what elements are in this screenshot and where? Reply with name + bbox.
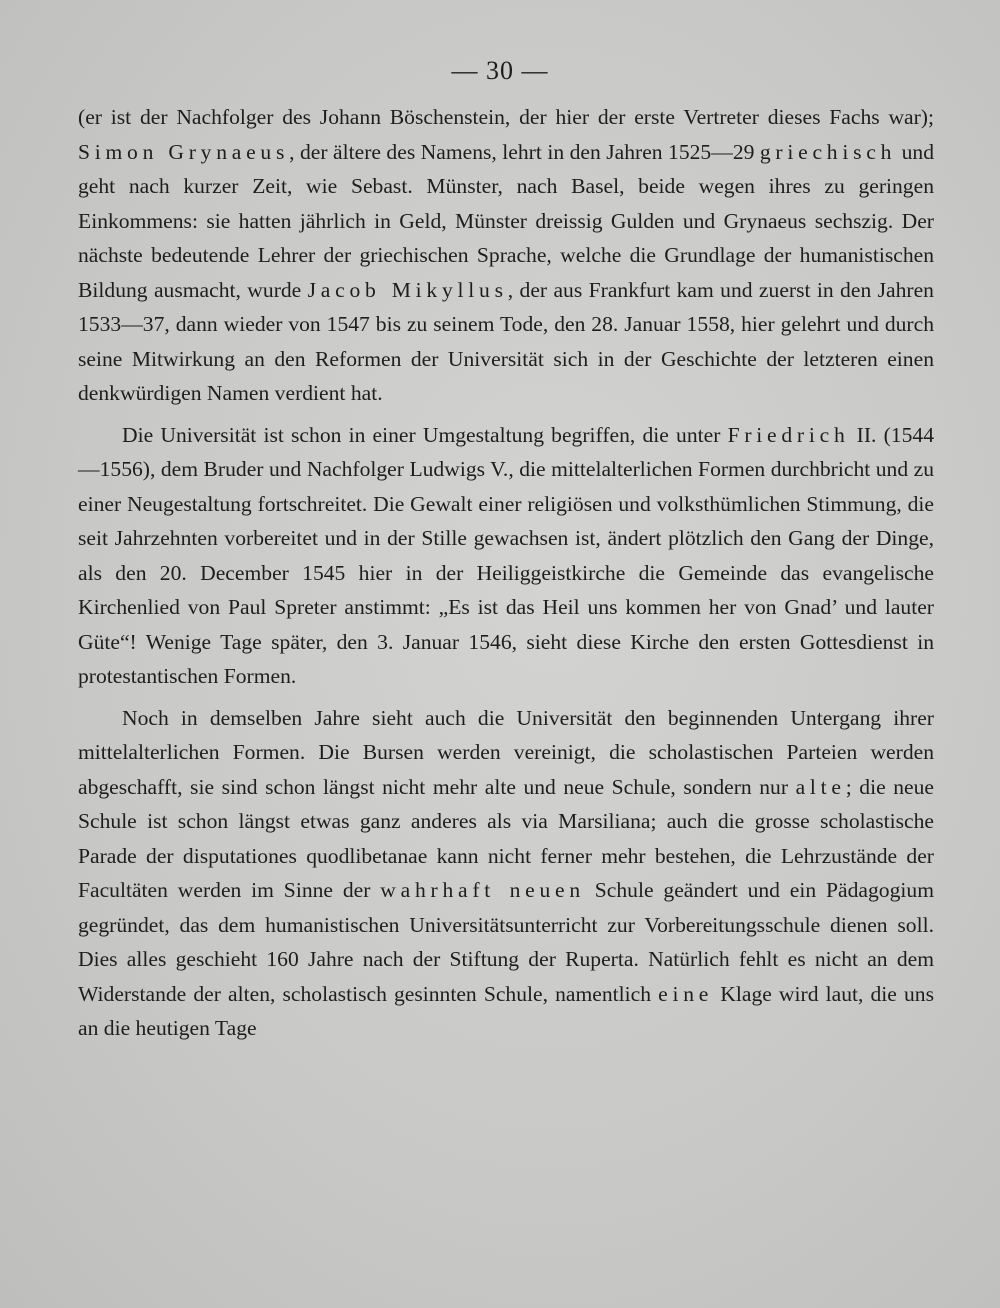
spaced-emphasis-text: Simon Grynaeus bbox=[78, 139, 290, 164]
spaced-emphasis-text: eine bbox=[658, 981, 714, 1006]
spaced-emphasis-text: Friedrich bbox=[727, 422, 850, 447]
paragraph-3 bbox=[78, 701, 934, 1046]
paragraph-text: , der aus Frankfurt kam und zuerst in den Jahren 1533—37, dann wieder von 1547 bis zu seinem Tode, den 28. Januar 1558, hier gelehrt und durch seine Mitwirkung an den Reformen der Universität sich in der Geschichte der letzteren einen denkwürdigen Namen verdient hat. bbox=[78, 277, 934, 405]
paragraph-text: Schule geändert und ein Pädagogium gegründet, das dem humanistischen Universitätsunterricht zur Vorbereitungsschule dienen soll. Dies alles geschieht 160 Jahre nach der Stiftung der Ruperta. Natürlich fehlt es nicht an dem Widerstande der alten, scholastisch gesinnten Schule, namentlich bbox=[78, 878, 934, 1006]
paragraph-text: , der ältere des Namens, lehrt in den Jahren 1525—29 bbox=[289, 139, 760, 164]
paragraph-1 bbox=[78, 100, 934, 411]
spaced-emphasis-text: alte bbox=[795, 774, 846, 799]
spaced-emphasis-text: Jacob Mikyllus bbox=[307, 277, 508, 302]
page-body bbox=[78, 100, 934, 1053]
spaced-emphasis-text: wahrhaft neuen bbox=[380, 878, 585, 902]
paragraph-text: (er ist der Nachfolger des Johann Böschenstein, der hier der erste Vertreter dieses Fachs war); bbox=[78, 105, 934, 129]
page-number: — 30 — bbox=[451, 56, 549, 85]
spaced-emphasis-text: griechisch bbox=[759, 139, 897, 164]
paragraph-2 bbox=[78, 418, 934, 694]
paragraph-text: Noch in demselben Jahre sieht auch die Universität den beginnenden Untergang ihrer mittelalterlichen Formen. Die Bursen werden vereinigt, die scholastischen Parteien werden abgeschafft, sie sind schon längst nicht mehr alte und neue Schule, sondern nur bbox=[78, 705, 934, 799]
paragraph-text: Klage wird laut, die uns an die heutigen Tage bbox=[78, 981, 934, 1040]
paragraph-text: II. (1544—1556), dem Bruder und Nachfolger Ludwigs V., die mittelalterlichen Formen durchbricht und zu einer Neugestaltung fortschreitet. Die Gewalt einer religiösen und volksthümlichen Stimmung, die seit Jahrzehnten vorbereitet und in der Stille gewachsen ist, ändert plötzlich den Gang der Dinge, als den 20. December 1545 hier in der Heiliggeistkirche die Gemeinde das evangelische Kirchenlied von Paul Spreter anstimmt: „Es ist das Heil uns kommen her von Gnad’ und lauter Güte“! Wenige Tage später, den 3. Januar 1546, sieht diese Kirche den ersten Gottesdienst in protestantischen Formen. bbox=[78, 422, 934, 688]
paragraph-text: Die Universität ist schon in einer Umgestaltung begriffen, die unter bbox=[122, 422, 728, 447]
paragraph-text: ; die neue Schule ist schon längst etwas ganz anderes als via Marsiliana; auch die grosse scholastische Parade der disputationes quodlibetanae kann nicht ferner mehr bestehen, die Lehrzustände der Facultäten werden im Sinne der bbox=[78, 774, 934, 902]
paragraph-text: und geht nach kurzer Zeit, wie Sebast. Münster, nach Basel, beide wegen ihres zu geringen Einkommens: sie hatten jährlich in Geld, Münster dreissig Gulden und Grynaeus sechszig. Der nächste bedeutende Lehrer der griechischen Sprache, welche die Grundlage der humanistischen Bildung ausmacht, wurde bbox=[78, 139, 934, 302]
